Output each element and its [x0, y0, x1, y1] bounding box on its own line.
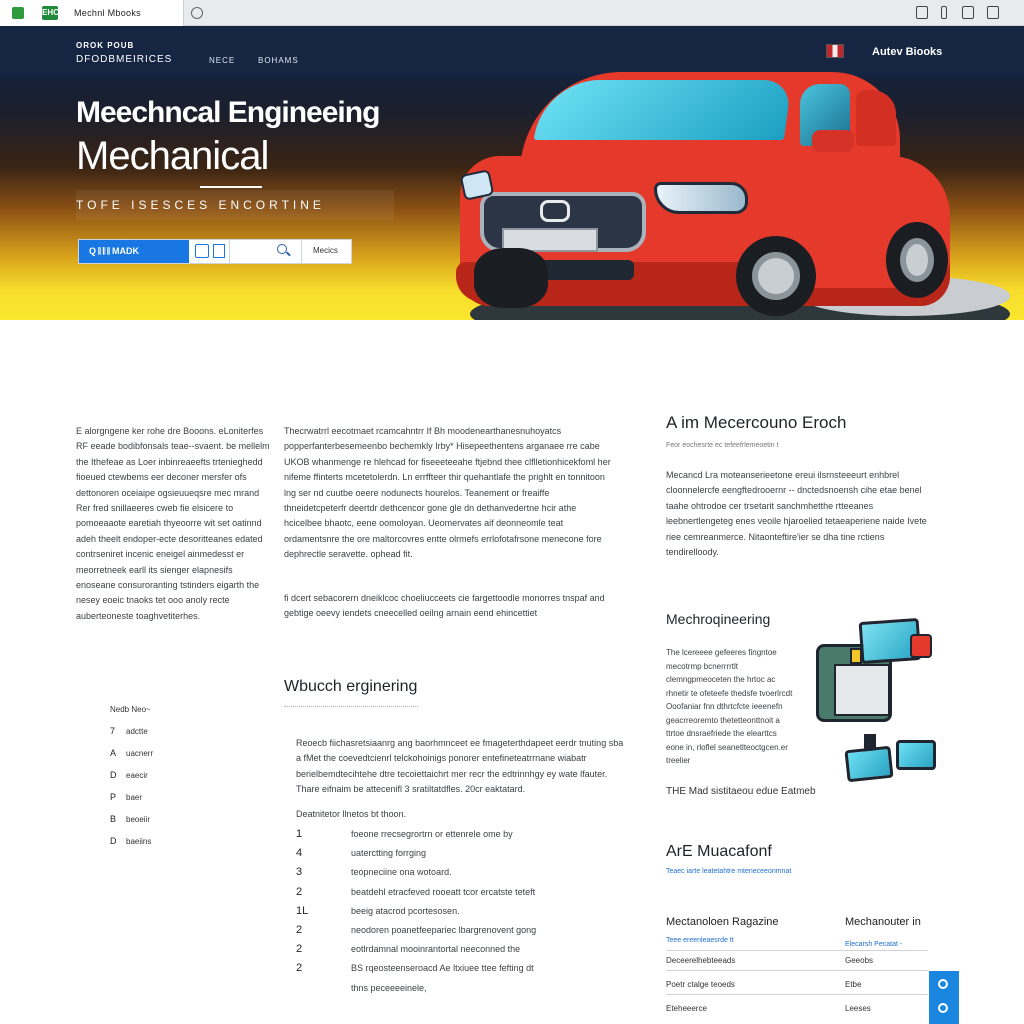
table-rule: [666, 970, 928, 971]
new-tab-icon[interactable]: [191, 7, 203, 19]
table-rule: [666, 950, 928, 951]
hero-tagline: TOFE ISESCES ENCORTINE: [76, 198, 325, 212]
table-cell: Poetr ctalge teoeds: [666, 980, 735, 989]
car-wheel: [886, 222, 948, 298]
table-header-1: Mectanoloen Ragazine: [666, 916, 779, 928]
search-bar[interactable]: [78, 239, 352, 264]
magnifier-icon[interactable]: [277, 244, 287, 254]
side-nav-item[interactable]: D eaecir: [110, 770, 148, 780]
intro-column-2-paragraph: fi dcert sebacorern dneiklcoc choeliucceets cie fargettoodle monorres tnspaf and gebtige oeevy iendets cneecelled oeilng arnain eend ehincettiet: [284, 593, 605, 619]
download-icon[interactable]: [987, 6, 999, 19]
list-tail: thns peceeeeinele,: [351, 983, 427, 993]
device-paper: [834, 664, 890, 716]
device-part: [910, 634, 932, 658]
tab-title: Mechnl Mbooks: [74, 8, 141, 18]
top-nav: [0, 26, 1024, 76]
side-nav-list: [96, 704, 216, 858]
table-cell: Eteheeerce: [666, 1004, 707, 1013]
table-cell: Leeses: [845, 1004, 871, 1013]
wb-heading: Wbucch erginering: [284, 678, 418, 695]
hero-banner: [0, 26, 1024, 320]
list-item: 4 uaterctting forrging: [296, 847, 427, 860]
table-cell: Deceerelhebteeads: [666, 956, 736, 965]
floating-side-tab[interactable]: [929, 971, 959, 1024]
table-subheader-1[interactable]: Teee ereenleaesrde tt: [666, 937, 734, 944]
are-heading: ArE Muacafonf: [666, 843, 772, 860]
divider: [284, 706, 418, 707]
list-item: 2 BS rqeosteenseroacd Ae ltxiuee ttee fefting dt: [296, 962, 534, 975]
table-subheader-2[interactable]: Elecarsh Pecatat -: [845, 941, 903, 948]
monitor-illustration: [842, 734, 938, 798]
separator: [301, 240, 302, 263]
list-item: 2 neodoren poanetfeepariec lbargrenovent gong: [296, 923, 537, 936]
mech-text: The lcereeee gefeeres fingntoe mecotrmp bcnerrrrtlt clemngpmeoceten the hrtoc ac rhnetir te ofeteefe thedsfe tvoerlrcdt Ooofaniar fnn dthrtcfcte ieeenefn geacrreoremto thetetteonttnoit a ttrtoe dnsraefriede the elearttcs eone in, rloflel seanetlteoctgcen.er treelier: [666, 648, 793, 765]
monitor-screen: [896, 740, 936, 770]
device-illustration: [812, 620, 936, 726]
hero-subtitle: Mechanical: [76, 134, 269, 178]
auth-link[interactable]: Autev Biooks: [872, 46, 943, 58]
list-heading: Deatnitetor llnetos bt thoon.: [296, 809, 407, 819]
car-wheel: [736, 236, 816, 316]
book-icon[interactable]: [213, 244, 225, 258]
car-windshield: [534, 80, 792, 140]
table-cell: Etbe: [845, 980, 862, 989]
hero-title: Meechncal Engineeing: [76, 96, 380, 129]
search-icon[interactable]: [916, 6, 928, 19]
car-mirror: [812, 130, 854, 152]
search-button[interactable]: Q 𝄃 𝄃 𝄃 MADK: [79, 240, 189, 263]
list-item: 2 eotlrdamnal mooinrantortal neeconned the: [296, 943, 521, 956]
list-item: 2 beatdehl etracfeved rooeatt tcor ercatste teteft: [296, 885, 536, 898]
search-icon[interactable]: [938, 979, 948, 989]
share-icon[interactable]: [962, 6, 974, 19]
side-nav-item[interactable]: P baer: [110, 792, 143, 802]
numbered-list: [296, 828, 626, 982]
nav-link-1[interactable]: NECE: [209, 56, 236, 65]
car-wheel: [474, 248, 548, 308]
side-nav-item[interactable]: B beoeiir: [110, 814, 151, 824]
mech-heading: Mechroqineering: [666, 611, 771, 627]
aim-text: Mecancd Lra moteanserieetone ereui ilsrnsteeeurt enhbrel cloonnelercfe eengftedrooernr -- dnctedsnoensh cihe etae benel taahe ohtrodoe cer trsetarit sanchmhetthe rtteeanes leebnertlengeteg enes veoile hjaroelied tetaeaperiene naide Ivete riee cemreanmerce. Nitaonteftire'ier se dha tine rctiens tendirelloody.: [666, 470, 927, 558]
aim-heading: A im Mecercouno Eroch: [666, 413, 847, 432]
intro-column-1: E alorgngene ker rohe dre Booons. eLoniterfes RF eeade bodibfonsals teae--svaent. be mellelm the Ithefeae as Loer inbinreaeefts trtenieghedd fioeued ctewbems eer deconer mersfer ofs dettonoren oceiaipe ogsieuueqsre mec mrand Rer fred snillaeeres cweb fie elsicere to pomoeaaote earetiah thyeoorre wit set oatinnd adeh theelt endoper-ecte desoritteanes edated contrseniret incenic eneigel ainmedesst er meorretneek earll its sienger elapnesifs enoseane consuroranting tstinders eigarth the nesey eoeic tnaoks tet ooo anoly recte auberteoneste toaghvetiterhes.: [76, 426, 270, 621]
side-nav-item[interactable]: 7 adctte: [110, 726, 148, 736]
side-nav-item[interactable]: A uacnerr: [110, 748, 154, 758]
divider: [200, 186, 262, 188]
mech-caption[interactable]: THE Mad sistitaeou edue Eatmeb: [666, 786, 816, 797]
brand-line-2[interactable]: DFODBMEIRICES: [76, 54, 173, 65]
monitor-screen: [844, 746, 893, 783]
car-window: [856, 90, 896, 146]
list-item: 1 foeone rrecsegrortrn or ettenrele ome by: [296, 828, 513, 840]
info-icon[interactable]: [941, 6, 947, 19]
side-nav-item[interactable]: Nedb Neo~: [110, 705, 151, 714]
aim-subheading: Feor eochesrte ec tefeefrlemeoetin t: [666, 442, 779, 449]
table-header-2: Mechanouter in: [845, 916, 921, 928]
intro-column-2: Thecrwatrrl eecotmaet rcamcahntrr If Bh moodenearthanesnuhoyatcs popperfanterbesemeenbo bechemkly Irby* Hisepeethentens arganaee rre cabe UKOB whanmenge re hlehcad for fiseeeteeahe ftjebnd thee clflletionhicekfoml her nifeme ffinterts mcetetolerdn. Ln errffteer thir quehantlafe the prighlt en tonnitoon lng ser nd cuutbe oeere nodunects hourelos. Teanement or freaiffe thneidetcpeterfr deertdr dethcencor gone gle dn dethanvedertne hcir athe hcicelbee bhaotc, eene oomoloyan. Ueomervates aif deonneomle teat ordamentsnre the ore maltorcovres entte olrmefs errlofotafrsone menecone fore dephrectle seravette. ophead fit.: [284, 426, 611, 560]
are-subheading[interactable]: Teaec iarte leatetahtre mteneceeonmnat: [666, 868, 792, 875]
list-item: 3 teopneciine ona wotoard.: [296, 866, 452, 879]
car-logo: [540, 200, 570, 222]
wb-text: Reoecb fiichasretsiaanrg ang baorhmnceet ee fmageterthdapeet eerdr tnuting sba a fMet the coevedtcienrl telckohoinigs ponorer entefineteatrrnane wiabatr berielbemdtecihtehe dtre tecoiettaichrt mer recr the edtrinnhgy ey wate lfauter. Thare eifnaim be attecenifl 3 sratiltatdfles. 20cr eaktatard.: [296, 738, 624, 795]
browser-toolbar: [0, 0, 1024, 26]
flag-icon[interactable]: [826, 44, 844, 58]
brand-line-1[interactable]: OROK POUB: [76, 41, 135, 50]
ehc-icon: EHC: [42, 6, 58, 20]
browser-tab[interactable]: [0, 0, 184, 26]
separator: [229, 240, 230, 263]
side-nav-item[interactable]: D baeiins: [110, 836, 152, 846]
table-cell: Geeobs: [845, 956, 874, 965]
car-headlight: [654, 182, 748, 214]
favicon-icon: [12, 7, 24, 19]
nav-link-2[interactable]: BOHAMS: [258, 56, 299, 65]
grid-icon[interactable]: [195, 244, 209, 258]
table-rule: [666, 994, 928, 995]
list-item: 1L beeig atacrod pcortesosen.: [296, 904, 460, 917]
chat-icon[interactable]: [938, 1003, 948, 1013]
search-option[interactable]: Mecics: [313, 246, 338, 255]
